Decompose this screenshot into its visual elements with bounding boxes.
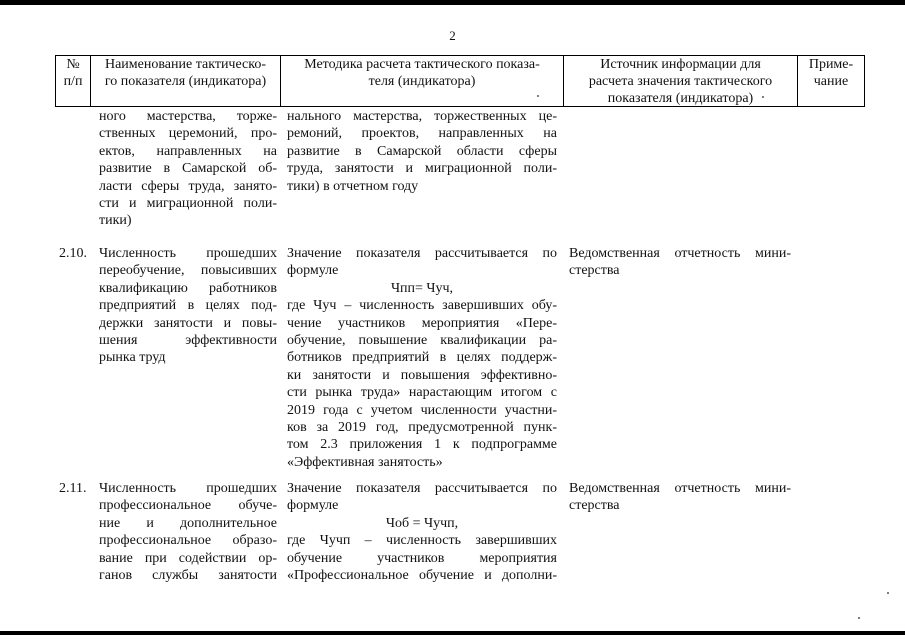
header-number <box>56 56 90 90</box>
row-continuation-method-line: тики) в отчетном году <box>287 178 419 194</box>
header-note-line-2: чание <box>813 74 849 89</box>
row-2-11-number: 2.11. <box>59 481 87 496</box>
header-note <box>798 56 864 90</box>
row-2-10-method-line: том 2.3 приложения 1 к подпрограмме <box>287 437 557 453</box>
row-2-11-name <box>99 480 277 584</box>
row-continuation-name-line: ласти сферы труда, занято- <box>99 178 277 194</box>
row-2-10-method-line: чение участников мероприятия «Пере- <box>287 315 557 331</box>
row-2-10-method <box>287 245 557 471</box>
row-2-10-method-line: где Чуч – численность завершивших обу- <box>287 298 557 314</box>
header-information-source-line-2: расчета значения тактического <box>588 74 773 89</box>
header-calculation-method-line-2: теля (индикатора) <box>368 74 476 89</box>
row-continuation-name-line: сти и миграционной поли- <box>99 196 277 212</box>
row-2-11-formula: Чоб = Чучп, <box>385 515 459 531</box>
header-number-line-1: № <box>66 57 80 72</box>
row-continuation-method-line: нального мастерства, торжественных це- <box>287 109 557 124</box>
header-information-source-line-1: Источник информации для <box>600 57 761 72</box>
row-2-11-name-line: ние и дополнительное <box>99 515 277 531</box>
scan-speck <box>887 592 889 594</box>
row-2-11-source <box>569 480 791 515</box>
row-2-10-method-line: «Эффективная занятость» <box>287 454 443 470</box>
row-2-11-name-line: профессиональное образо- <box>99 533 277 549</box>
row-2-11-name-line: ганов службы занятости <box>99 568 277 584</box>
row-2-11-method-line: Значение показателя рассчитывается по <box>287 481 557 496</box>
row-2-10-name <box>99 245 277 367</box>
header-indicator-name-line-2: го показателя (индикатора) <box>104 74 267 89</box>
scan-speck <box>762 96 764 98</box>
row-2-10-method-line: обучение, повышение квалификации ра- <box>287 333 557 349</box>
row-continuation-name <box>99 108 277 230</box>
row-2-10-method-line: ки занятости и повышения эффективно- <box>287 367 557 383</box>
row-2-10-method-line: формуле <box>287 263 339 279</box>
row-2-10-source-line: стерства <box>569 263 620 279</box>
header-border-right <box>864 55 865 107</box>
row-2-10-name-line: переобучение, повысивших <box>99 263 277 279</box>
row-2-11-method-line: обучение участников мероприятия <box>287 550 557 566</box>
row-2-11-name-line: профессиональное обуче- <box>99 498 277 514</box>
header-calculation-method-line-1: Методика расчета тактического показа- <box>304 57 540 72</box>
row-continuation-name-line: ственных церемоний, про- <box>99 126 277 142</box>
row-2-10-method-line: Значение показателя рассчитывается по <box>287 246 557 261</box>
row-2-11-method-line: где Чучп – численность завершивших <box>287 533 557 549</box>
header-indicator-name <box>91 56 280 90</box>
row-2-11-method <box>287 480 557 584</box>
row-2-10-source-line: Ведомственная отчетность мини- <box>569 246 791 261</box>
row-2-10-name-line: квалификацию работников <box>99 280 277 296</box>
row-continuation-name-line: ного мастерства, торже- <box>99 109 277 124</box>
row-continuation-name-line: тики) <box>99 213 132 229</box>
row-continuation-name-line: ектов, направленных на <box>99 143 277 159</box>
row-2-10-name-line: предприятий в целях под- <box>99 298 277 314</box>
bottom-border <box>0 631 905 635</box>
header-calculation-method <box>281 56 563 90</box>
row-2-11-name-line: вание при содействии ор- <box>99 550 277 566</box>
row-2-10-name-line: держки занятости и повы- <box>99 315 277 331</box>
header-note-line-1: Приме- <box>808 57 854 72</box>
row-2-10-method-line: сти рынка труда» нарастающим итогом с <box>287 385 557 401</box>
row-2-10-source <box>569 245 791 280</box>
top-border <box>0 0 905 5</box>
row-continuation-method-line: труда, занятости и миграционной поли- <box>287 161 557 177</box>
page-number: 2 <box>449 28 456 43</box>
header-information-source-line-3: показателя (индикатора) <box>607 91 754 106</box>
row-2-10-method-line: ботников предприятий в целях поддерж- <box>287 350 557 366</box>
row-2-10-name-line: шения эффективности <box>99 333 277 349</box>
row-2-10-method-line: 2019 года с учетом численности участни- <box>287 402 557 418</box>
scan-speck <box>858 617 860 619</box>
row-2-11-method-line: «Профессиональное обучение и дополни- <box>287 568 557 584</box>
row-2-11-source-line: стерства <box>569 498 620 514</box>
row-2-11-method-line: формуле <box>287 498 339 514</box>
row-continuation-method <box>287 108 557 195</box>
row-2-11-source-line: Ведомственная отчетность мини- <box>569 481 791 496</box>
scan-speck <box>537 95 539 97</box>
row-2-11-name-line: Численность прошедших <box>99 481 277 496</box>
header-indicator-name-line-1: Наименование тактическо- <box>104 57 267 72</box>
header-number-line-2: п/п <box>63 74 83 89</box>
row-2-10-number: 2.10. <box>59 246 87 261</box>
row-2-10-name-line: рынка труд <box>99 350 166 366</box>
row-continuation-name-line: развитие в Самарской об- <box>99 161 277 177</box>
row-continuation-method-line: развитие в Самарской области сферы <box>287 143 557 159</box>
row-2-10-name-line: Численность прошедших <box>99 246 277 261</box>
row-2-10-formula: Чпп= Чуч, <box>390 280 454 296</box>
header-information-source <box>564 56 797 107</box>
row-2-10-method-line: ков за 2019 год, предусмотренной пунк- <box>287 420 557 436</box>
row-continuation-method-line: ремоний, проектов, направленных на <box>287 126 557 142</box>
